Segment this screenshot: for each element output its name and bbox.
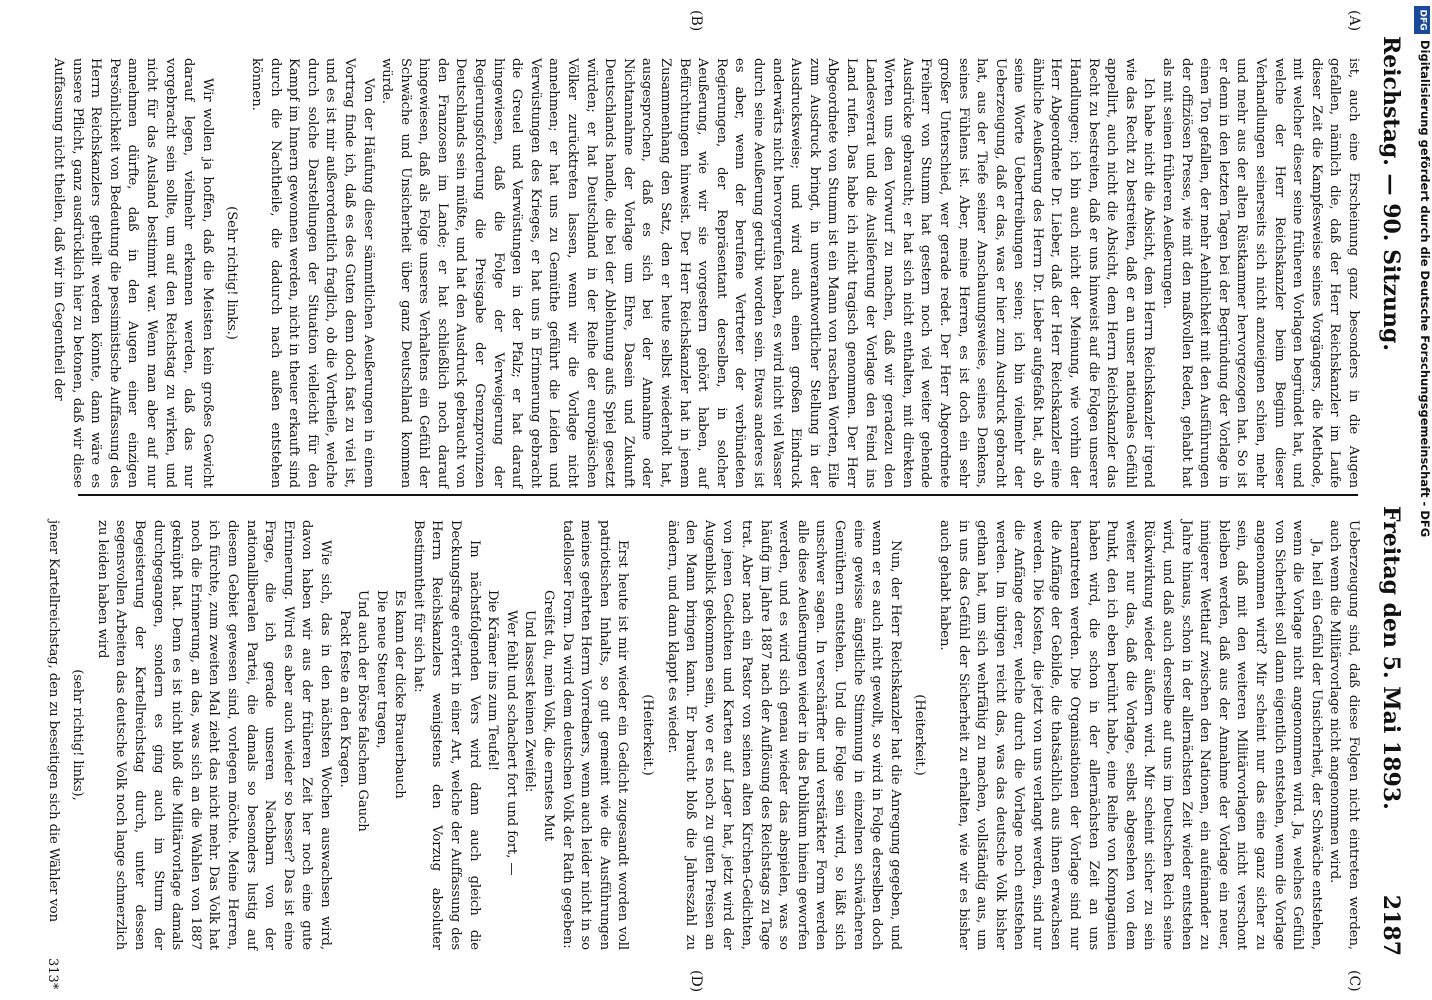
verse-line: Und auch der Börse falschem Gauch (355, 590, 371, 832)
verse-line: Es kann der dicke Brauerbauch (392, 590, 408, 799)
paragraph: ist, auch eine Erscheinung ganz besonders in die Augen gefallen, nämlich die, daß der Herr Reichskanzler im Laufe dieser Zeit die Kampfesweise seines Vorgängers, die Methode, mit welcher dieser seine früheren Vorlagen begründet hat, und welche der Herr Reichskanzler beim Beginn dieser Verhandlungen seinerseits sich nicht anzueignen schien, mehr und mehr aus der alten Rüstkammer hervorgezogen hat. So ist er denn in den letzten Tagen bei der Begründung der Vorlage in einen Ton gefallen, der mehr Aehnlichkeit mit den Ausführungen der offiziösen Presse, wie mit den maßvollen Reden, gehabt hat als mit seinen früheren Aeußerungen. (1160, 58, 1361, 488)
verse-line: Greifst du, mein Volk, die ernstes Mut (541, 590, 557, 841)
paragraph: Ich habe nicht die Absicht, dem Herrn Reichskanzler irgend wie das Recht zu bestreiten, daß er an unser nationales Gefühl appellirt, auch nicht die Absicht, dem Herrn Reichskanzler das Recht zu bestreiten, daß er uns hinweist auf die Folgen unserer Handlungen; ich bin auch nicht der Meinung, wie vorhin der Herr Abgeordnete Dr. Lieber, daß der Herr Reichskanzler eine ähnliche Aeußerung des Herrn Dr. Lieber aufgefaßt hat, als ob seine Worte Uebertreibungen seien; ich bin vielmehr der Ueberzeugung, daß er das, was er hier zum Ausdruck gebracht hat, aus der Tiefe seiner Anschauungsweise, seines Denkens, seines Fühlens ist. Aber, meine Herren, es ist doch ein sehr großer Unterschied, wer gerade redet. Der Herr Abgeordnete Freiherr von Stumm hat gestern noch viel weiter gehende Ausdrücke gebraucht; er hat sich nicht enthalten, mit direkten Worten uns den Vorwurf zu machen, daß wir geradezu den Landesverrat und die Auslieferung der Vorlage den Feind ins Land rufen. Das habe ich nicht tragisch genommen. Der Herr Abgeordnete von Stumm ist ein Mann von raschen Worten, Eile zum Ausdruck bringt, in unverantwortlicher Stellung in der Ausdrucksweise; und wird auch einen großen Eindruck anderwärts nicht hervorgerufen haben, es wird nicht viel Wasser durch seine Aeußerung getrübt worden sein. Etwas anderes ist es aber, wenn der berufene Vertreter der verbündeten Regierungen, der Repräsentant derselben, in solcher Aeußerung, wie wir sie vorgestern gehört haben, auf Befürchtungen hinweist. Der Herr Reichskanzler hat in jenem Zusammenhang den Satz, den er heute selbst wiederholt hat, ausgesprochen, daß es sich bei der Annahme oder Nichtannahme der Vorlage um Ehre, Dasein und Zukunft Deutschlands handle, die bei der Ablehnung aufs Spiel gesetzt würden; er hat Deutschland in der Reihe der europäischen Völker zurücktreten lassen, wenn wir die Vorlage nicht annehmen; er hat uns zu Gemüthe geführt die Leiden und Verwüstungen des Krieges, er hat uns in Erinnerung gebracht die Greuel und Verwüstungen in der Pfalz; er hat darauf hingewiesen, daß die Folge der Verweigerung der Regierungsforderung die Preisgabe der Grenzprovinzen Deutschlands sein müßte, und hat den Ausdruck gebraucht von den Franzosen im Lande; er hat schließlich noch darauf hingewiesen, daß als Folge unseres Verhaltens ein Gefühl der Schwäche und Unsicherheit über ganz Deutschland kommen würde. (379, 58, 1157, 488)
margin-mark-d: (D) (688, 970, 704, 993)
page-number: 2187 (1378, 894, 1404, 956)
margin-mark-a: (A) (1346, 10, 1362, 32)
running-head (1364, 36, 1404, 956)
paragraph: Im nächstfolgenden Vers wird dann auch gleich die Deckungsfrage erörtert in einer Art, welche der Auffassung des Herrn Reichskanzlers wenigstens den Vorzug absoluter Bestimmtheit für sich hat: (410, 520, 482, 950)
header-left: Reichstag. — 90. Sitzung. (1378, 36, 1404, 352)
digitization-notice: Digitalisierung gefördert durch die Deutsche Forschungsgemeinschaft - DFG (1418, 40, 1432, 538)
margin-mark-b: (B) (688, 10, 704, 32)
interjection: (Heiterkeit.) (912, 694, 928, 776)
verse-line: Die Krämer ins zum Teufel! (485, 590, 501, 772)
paragraph: Von der Häufung dieser sämmtlichen Aeußerungen in einem Vortrag finde ich, daß es des Guten denn doch fast zu viel ist, und es ist mir außerordentlich fraglich, ob die Vortheile, welche durch solche Darstellungen der Situation vielleicht für den Kampf im Innern gewonnen werden, nicht in theuer erkauft sind durch die Nachtheile, die dadurch nach außen entstehen können. (248, 58, 376, 488)
dfg-logo-text: DFG (1417, 9, 1428, 31)
left-column (51, 58, 1362, 488)
paragraph: Erst heute ist mir wieder ein Gedicht zugesandt worden voll patriotischen Inhalts, so gut gemeint wie die Ausführungen meines geehrten Herrn Vorredners, wenn auch leider nicht in so tadelloser Form. Da wird dem deutschen Volk der Rath gegeben: (559, 520, 631, 950)
paragraph: Wir wollen ja hoffen, daß die Meisten kein großes Gewicht darauf legen, vielmehr erkennen werden, daß das nur vorgebracht sein sollte, um auf den Reichstag zu wirken, und nicht für das Ausland bestimmt war. Wenn man aber auf nur annehmen dürfte, daß in den Augen einer einzigen Persönlichkeit von Bedeutung die pessimistische Auffassung des Herrn Reichskanzlers getheilt werden könnte, dann wäre es unsere Pflicht, ganz ausdrücklich hier zu betonen, daß wir diese Auffassung nicht theilen, daß wir im Gegentheil der (51, 58, 215, 488)
margin-mark-c: (C) (1346, 970, 1362, 992)
paragraph: jener Kartellreichstag, den zu beseitigen sich die Wähler von (45, 520, 61, 923)
paragraph: Nun, der Herr Reichskanzler hat die Anregung gegeben, und wenn er es auch nicht gewollt, so wird in Folge derselben doch eine gewisse ängstliche Stimmung in einzelnen schwächeren Gemüthern entstehen. Und die Folge sein wird, so läßt sich unschwer sagen. In verschärfter und verstärkter Form werden alle diese Aeußerungen wieder in das Publikum hinein geworfen werden, und es wird sich genau wieder das abspielen, was so häufig im Jahre 1887 nach der Auflösung des Reichstags zu Tage trat. Aber nach ein Pastor von seinen alten Kirchen-Gedichten, von jenen Gedichten und Karten auf Lager hat, jetzt wird der Augenblick gekommen sein, wo er es noch zu guten Preisen an den Mann bringen kann. Er braucht bloß die Jahreszahl zu ändern, und dann klappt es wieder. (664, 520, 903, 950)
verse-line: Und lassest keinen Zweifel: (522, 610, 538, 793)
header-center: Freitag den 5. Mai 1893. (1378, 506, 1404, 810)
interjection: (sehr richtig! links), (70, 669, 86, 801)
verse-line: Wer fehlt und schachert fort und fort, — (503, 610, 519, 876)
interjection: (Heiterkeit.) (640, 694, 656, 776)
verse-line: Packt feste an den Kragen. (336, 610, 352, 788)
paragraph: Ja, heil ein Gefühl der Unsicherheit, der Schwäche entstehen, wenn die Vorlage nicht angenommen wird. Ja, welches Gefühl von Sicherheit soll dann eigentlich entstehen, wenn die Vorlage angenommen wird? Mir scheint nur das eine ganz sicher zu sein, daß mit den weiteren Militärvorlagen nicht verschont bleiben werden, daß aus der Annahme der Vorlage ein neuer, innigerer Wettlauf zwischen den Nationen, ein aufeinander zu Jahre hinaus, schon in der allernächsten Zeit wieder entstehen wird, und daß auch derselbe auf uns im Deutschen Reich seine Rückwirkung wieder äußern wird. Mir scheint sicher zu sein weiter nur das, daß die Vorlage, selbst abgesehen von dem Punkt, den ich eben berührt habe, eine Reihe von Kompagnien haben wird, die schon in der allernächsten Zeit an uns herantreten werden. Die Organisationen der Vorlage sind nur die Anfänge der Gebilde, die thatsächlich aus ihnen erwachsen werden. Die Kosten, die jetzt von uns verlangt werden, sind nur die Anfänge derer, welche durch die Vorlage noch entstehen werden. Im übrigen reicht das, was das deutsche Volk bisher gethan hat, um sich wehrfähig zu machen, vollständig aus, um in uns das Gefühl der Sicherheit zu erhalten, wie wir es bisher auch gehabt haben. (936, 520, 1324, 950)
paragraph: Ueberzeugung sind, daß diese Folgen nicht eintreten werden, auch wenn die Militärvorlage nicht angenommen wird. (1327, 520, 1361, 950)
right-column (45, 520, 1362, 950)
column-divider (78, 494, 1358, 496)
verse-line: Die neue Steuer tragen, (373, 590, 389, 749)
paragraph: Wie sich, das in den nächsten Wochen auswachsen wird, davon haben wir aus der früheren Zeit her noch eine gute Erinnerung. Wird es aber auch wieder so besser? Das ist eine Frage, die ich gerade unseren Nachbarn von der nationalliberalen Partei, die damals so besonders lustig auf diesem Gebiet gewesen sind, vorlegen möchte. Meine Herren, ich fürchte, zum zweiten Mal zieht das nicht mehr. Das Volk hat noch die Erinnerung, an das, was sich an die Wahlen von 1887 geknüpft hat. Denn es ist nicht bloß die Militärvorlage damals durchgegangen, sondern es ging auch im Sturm der Begeisterung der Kartellreichstag durch, unter dessen segensvollen Arbeiten das deutsche Volk noch lange schmerzlich zu leiden haben wird (94, 520, 333, 950)
signature-mark: 313* (45, 958, 60, 990)
interjection: (Sehr richtig! links.) (224, 206, 240, 340)
